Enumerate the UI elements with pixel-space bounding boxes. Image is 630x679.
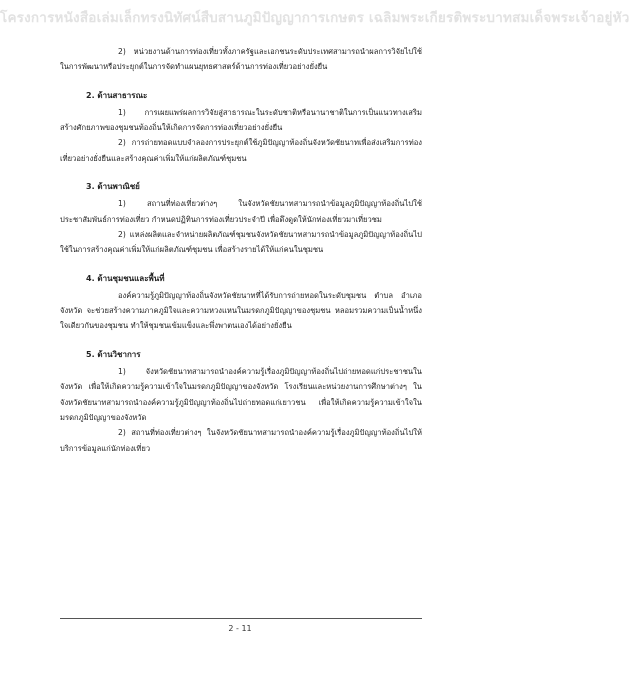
section-heading: 2. ด้านสาธารณะ <box>86 90 148 100</box>
section-academic <box>60 347 422 456</box>
paragraph <box>60 227 422 258</box>
paragraph-text: องค์ความรู้ภูมิปัญญาท้องถิ่นจังหวัดชัยนาทที่ได้รับการถ่ายทอดในระดับชุมชน ตำบล อำเภอ จังหวัด จะช่วยสร้างความภาคภูมิใจและความหวงแหนในมรดกภูมิปัญญาของชุมชน หลอมรวมความเป็นน้ำหนึ่งใจเดียวกันของชุมชน ทำให้ชุมชนเข้มแข็งและพึ่งพาตนเองได้อย่างยั่งยืน <box>60 290 422 331</box>
paragraph <box>60 288 422 334</box>
paragraph <box>60 425 422 456</box>
section-commerce <box>60 179 422 257</box>
page-number: 2 - 11 <box>228 624 252 633</box>
section-heading: 4. ด้านชุมชนและพื้นที่ <box>86 273 165 283</box>
footer-divider <box>60 618 422 619</box>
paragraph <box>60 196 422 227</box>
section-heading: 5. ด้านวิชาการ <box>86 349 141 359</box>
intro-section <box>60 44 422 75</box>
paragraph-text: 2) การถ่ายทอดแบบจำลองการประยุกต์ใช้ภูมิปัญญาท้องถิ่นจังหวัดชัยนาทเพื่อส่งเสริมการท่องเที่ยวอย่างยั่งยืนและสร้างคุณค่าเพิ่มให้แก่ผลิตภัณฑ์ชุมชน <box>60 138 422 163</box>
section-community <box>60 271 422 334</box>
section-public <box>60 88 422 166</box>
paragraph <box>60 44 422 75</box>
paragraph <box>60 364 422 425</box>
paragraph-text: 2) หน่วยงานด้านการท่องเที่ยวทั้งภาครัฐและเอกชนระดับประเทศสามารถนำผลการวิจัยไปใช้ในการพัฒนาหรือประยุกต์ในการจัดทำแผนยุทธศาสตร์ด้านการท่องเที่ยวอย่างยั่งยืน <box>60 47 422 72</box>
paragraph <box>60 105 422 136</box>
paragraph-text: 2) สถานที่ท่องเที่ยวต่างๆ ในจังหวัดชัยนาทสามารถนำองค์ความรู้เรื่องภูมิปัญญาท้องถิ่นไปให้บริการข้อมูลแก่นักท่องเที่ยว <box>60 428 422 453</box>
paragraph-text: 2) แหล่งผลิตและจำหน่ายผลิตภัณฑ์ชุมชนจังหวัดชัยนาทสามารถนำข้อมูลภูมิปัญญาท้องถิ่นไปใช้ในการสร้างคุณค่าเพิ่มให้แก่ผลิตภัณฑ์ชุมชน เพื่อสร้างรายได้ให้แก่คนในชุมชน <box>60 229 422 255</box>
paragraph-text: 1) สถานที่ท่องเที่ยวต่างๆ ในจังหวัดชัยนาทสามารถนำข้อมูลภูมิปัญญาท้องถิ่นไปใช้ประชาสัมพันธ์การท่องเที่ยว กำหนดปฏิทินการท่องเที่ยวประจำปี เพื่อดึงดูดให้นักท่องเที่ยวมาเที่ยวชม <box>60 199 422 224</box>
paragraph-text: 1) การเผยแพร่ผลการวิจัยสู่สาธารณะในระดับชาติหรือนานาชาติในการเป็นแนวทางเสริมสร้างศักยภาพของชุมชนท้องถิ่นให้เกิดการจัดการท่องเที่ยวอย่างยั่งยืน <box>60 107 422 133</box>
paragraph <box>60 135 422 166</box>
section-heading: 3. ด้านพาณิชย์ <box>86 182 140 192</box>
document-body <box>60 44 422 456</box>
paragraph-text: 1) จังหวัดชัยนาทสามารถนำองค์ความรู้เรื่องภูมิปัญญาท้องถิ่นไปถ่ายทอดแก่ประชาชนในจังหวัด เพื่อให้เกิดความรู้ความเข้าใจในมรดกภูมิปัญญาของจังหวัด โรงเรียนและหน่วยงานการศึกษาต่างๆ ในจังหวัดชัยนาทสามารถนำองค์ความรู้ภูมิปัญญาท้องถิ่นไปถ่ายทอดแก่เยาวชน เพื่อให้เกิดความรู้ความเข้าใจในมรดกภูมิปัญญาของจังหวัด <box>60 367 422 422</box>
header-watermark: โครงการหนังสือเล่มเล็กทรงนิทัศน์สืบสานภูมิปัญญาการเกษตร เฉลิมพระเกียรติพระบาทสมเด็จพระเจ้าอยู่หัว <box>0 10 630 26</box>
